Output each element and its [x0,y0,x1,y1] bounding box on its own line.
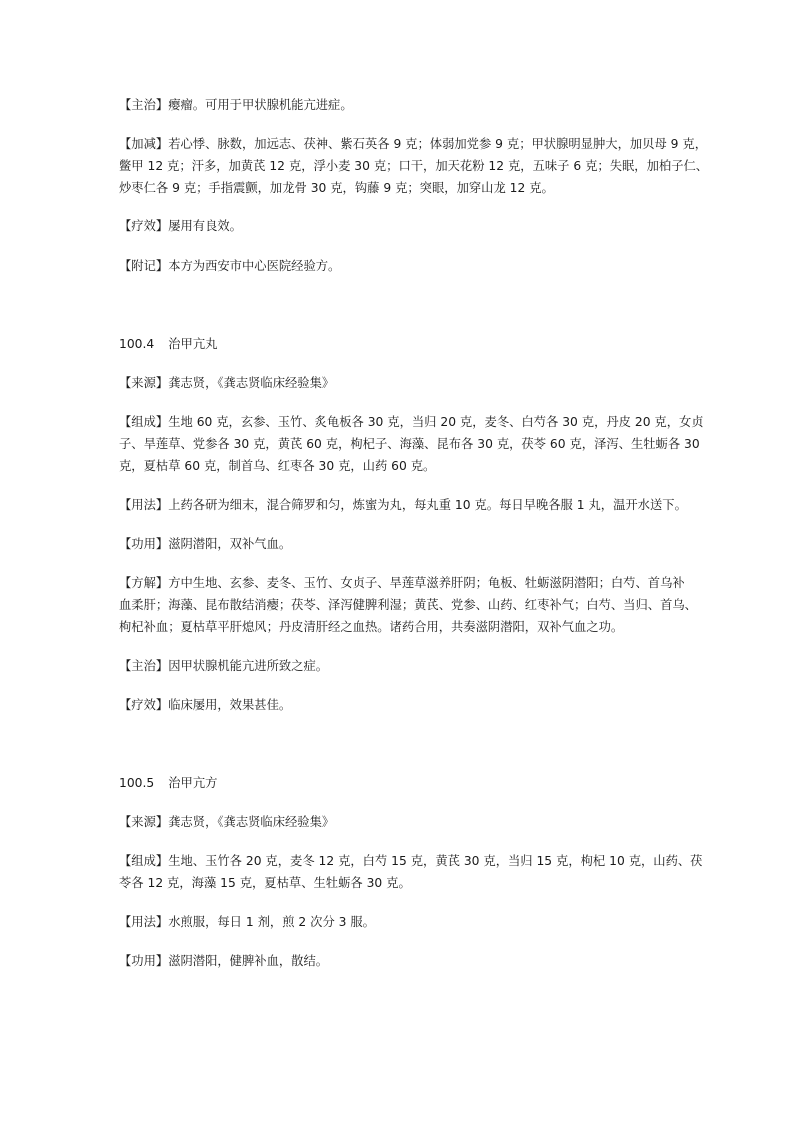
text-line-yongfa-2: 【用法】水煎服，每日 1 剂，煎 2 次分 3 服。 [119,915,375,929]
text-line-fuji: 【附记】本方为西安市中心医院经验方。 [119,259,341,273]
section-heading-100-4 [119,337,217,351]
section-title: 治甲亢方 [168,776,218,790]
text-line-yongfa: 【用法】上药各研为细末，混合筛罗和匀，炼蜜为丸，每丸重 10 克。每日早晚各服 1 丸，温开水送下。 [119,498,687,512]
section-title: 治甲亢丸 [168,337,218,351]
text-line-zucheng-2: 子、旱莲草、党参各 30 克，黄芪 60 克，枸杞子、海藻、昆布各 30 克，茯苓 60 克，泽泻、生牡蛎各 30 [119,437,700,451]
text-line-liaoxiao-2: 【疗效】临床屡用，效果甚佳。 [119,698,292,712]
text-line-zucheng-4: 【组成】生地、玉竹各 20 克，麦冬 12 克，白芍 15 克，黄芪 30 克，当归 15 克，枸杞 10 克，山药、茯 [119,854,703,868]
text-line-laiyuan: 【来源】龚志贤，《龚志贤临床经验集》 [119,376,335,390]
text-line-jiajian-2: 鳖甲 12 克；汗多，加黄芪 12 克，浮小麦 30 克；口干，加天花粉 12 克，五味子 6 克；失眠，加柏子仁、 [119,159,709,173]
text-line-jiajian-3: 炒枣仁各 9 克；手指震颤，加龙骨 30 克，钩藤 9 克；突眼，加穿山龙 12 克。 [119,181,554,195]
text-line-zucheng-1: 【组成】生地 60 克，玄参、玉竹、炙龟板各 30 克，当归 20 克，麦冬、白芍各 30 克，丹皮 20 克，女贞 [119,415,704,429]
text-line-zucheng-5: 苓各 12 克，海藻 15 克，夏枯草、生牡蛎各 30 克。 [119,876,411,890]
text-line-fangjie-2: 血柔肝；海藻、昆布散结消瘿；茯苓、泽泻健脾利湿；黄芪、党参、山药、红枣补气；白芍、当归、首乌、 [119,598,697,612]
text-line-fangjie-3: 枸杞补血；夏枯草平肝熄风；丹皮清肝经之血热。诸药合用，共奏滋阴潜阳，双补气血之功。 [119,620,624,634]
text-line-fangjie-1: 【方解】方中生地、玄参、麦冬、玉竹、女贞子、旱莲草滋养肝阴；龟板、牡蛎滋阴潜阳；白芍、首乌补 [119,576,685,590]
section-number: 100.4 [119,337,155,351]
text-line-liaoxiao: 【疗效】屡用有良效。 [119,219,242,233]
text-line-laiyuan-2: 【来源】龚志贤，《龚志贤临床经验集》 [119,815,335,829]
text-line-gongyong-2: 【功用】滋阴潜阳，健脾补血，散结。 [119,954,329,968]
section-heading-100-5 [119,776,217,790]
text-line-gongyong: 【功用】滋阴潜阳，双补气血。 [119,537,292,551]
section-number: 100.5 [119,776,155,790]
text-line-zhuzhi-2: 【主治】因甲状腺机能亢进所致之症。 [119,659,329,673]
text-line-jiajian-1: 【加减】若心悸、脉数，加远志、茯神、紫石英各 9 克；体弱加党参 9 克；甲状腺明显肿大，加贝母 9 克， [119,137,707,151]
text-line-zhuzhi: 【主治】瘿瘤。可用于甲状腺机能亢进症。 [119,98,353,112]
text-line-zucheng-3: 克，夏枯草 60 克，制首乌、红枣各 30 克，山药 60 克。 [119,459,436,473]
